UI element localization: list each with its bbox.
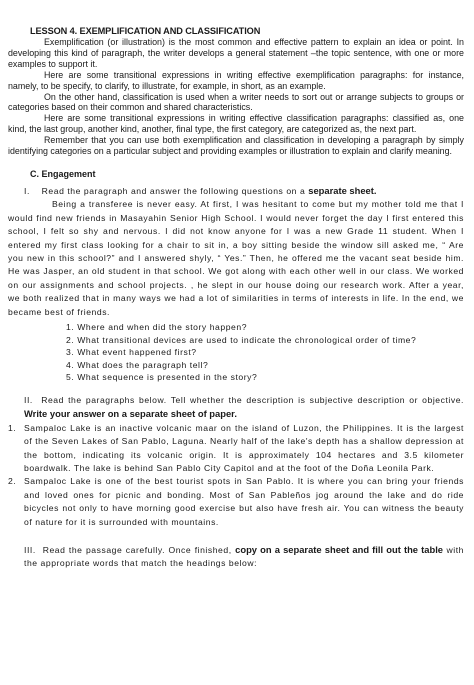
description-item [8, 475, 464, 529]
part-2 [8, 394, 464, 422]
part-1-instruction-bold: separate sheet. [308, 184, 377, 196]
question-item: 4. What does the paragraph tell? [66, 359, 209, 370]
part-2-instruction-bold: Write your answer on a separate sheet of paper. [24, 408, 237, 420]
question-item: 5. What sequence is presented in the story? [66, 372, 258, 383]
part-1 [8, 185, 464, 384]
paragraph-remember: Remember that you can use both exemplification and classification in developing a paragraph by simply identifying categories on a particular subject and providing examples or illustration to explain and clarify meaning. [8, 135, 464, 157]
question-item: 2. What transitional devices are used to indicate the chronological order of time? [66, 334, 417, 345]
description-item-text: Sampaloc Lake is one of the best tourist spots in San Pablo. It is where you can bring your friends and loved ones for picnic and bonding. Most of San Pableños jog around the lake and do ride bicycles not only to have morning good exercise but also have fresh air. You can witness the beauty of nature for it is surrounded with mountains. [24, 476, 464, 527]
question-item: 3. What event happened first? [66, 347, 197, 358]
paragraph-exemplification-expressions: Here are some transitional expressions in writing effective exemplification paragraphs: for instance, namely, to be specify, to clarify, to illustrate, for example, in short, as an example. [8, 69, 464, 91]
part-1-instruction [24, 185, 464, 197]
description-item-text: Sampaloc Lake is an inactive volcanic maar on the island of Luzon, the Philippines. It is the largest of the Seven Lakes of San Pablo, Laguna. Nearly half of the lake's depth has a shallow depression at the bottom, indicating its volcanic origin. It is approximately 104 hectares and 3.5 kilometer boardwalk. The lake is behind San Pablo City Capitol and at the foot of the Doña Leonila Park. [24, 422, 464, 474]
paragraph-exemplification: Exemplification (or illustration) is the most common and effective pattern to explain an idea or point. In developing this kind of paragraph, the writer develops a general statement –the topic sentence, with one or more examples to support it. [8, 37, 464, 69]
paragraph-classification-expressions: Here are some transitional expressions in writing effective classification paragraphs: classified as, one kind, the last group, another kind, another, final type, the first category, are categorized as, the next part. [8, 113, 464, 135]
description-list [8, 422, 464, 529]
part-2-instruction-text: Read the paragraphs below. Tell whether the description is subjective description or objective. [41, 395, 464, 405]
part-3-numeral: III. [24, 545, 36, 556]
part-1-instruction-text: Read the paragraph and answer the following questions on a [41, 185, 306, 196]
part-2-instruction [24, 394, 464, 422]
part-3-instruction-tail: with the appropriate words that match the headings below: [24, 545, 464, 569]
description-item-number: 1. [8, 422, 17, 433]
description-item [8, 422, 464, 476]
part-3-instruction-text: Read the passage carefully. Once finished, [42, 545, 232, 556]
lesson-title: LESSON 4. EXEMPLIFICATION AND CLASSIFICATION [30, 26, 261, 36]
question-list [66, 321, 464, 384]
story-paragraph: Being a transferee is never easy. At first, I was hesitant to come but my mother told me that I would find new friends in Masayahin Senior High School. I would never forget the day I first entered this school, I felt so shy and nervous. I did not know anyone for I was a new Grade 11 student. When I entered my first class looking for a chair to sit in, a boy sitting beside the window sill asked me, “ Are you new in this school?” and I answered shyly, “ Yes.” Then, he offered me the vacant seat beside him. He was Jasper, an old student in that school. We got along with each other well in our class. We worked on our assignments and school projects. , he slept in our house doing our research work. After a year, we both realized that in many ways we had a lot of similarities in terms of interests in life. In the end, we became best of friends. [8, 199, 464, 317]
description-item-number: 2. [8, 476, 17, 487]
part-3-instruction [24, 543, 464, 571]
paragraph-classification: On the other hand, classification is used when a writer needs to sort out or arrange subjects to groups or categories based on their common and shared characteristics. [8, 91, 464, 113]
question-item: 1. Where and when did the story happen? [66, 322, 248, 333]
part-3 [8, 543, 464, 571]
part-2-numeral: II. [24, 395, 33, 405]
part-1-numeral: I. [24, 185, 30, 196]
section-heading-engagement: C. Engagement [30, 168, 96, 179]
part-3-instruction-bold: copy on a separate sheet and fill out the table [235, 544, 444, 556]
